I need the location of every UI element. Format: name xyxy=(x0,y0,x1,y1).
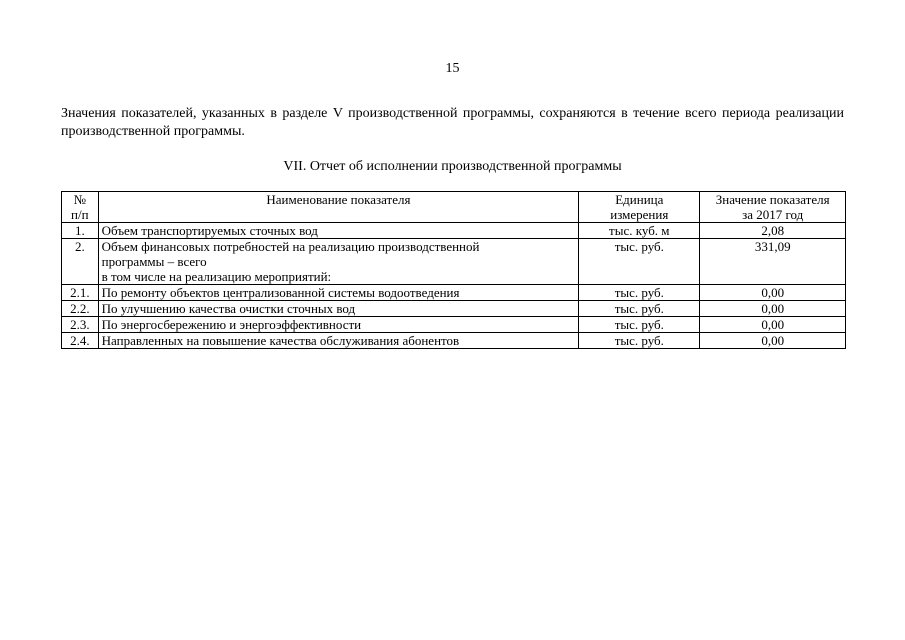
row-value: 0,00 xyxy=(700,317,846,333)
table-row xyxy=(62,333,846,349)
header-unit-line-2: измерения xyxy=(610,207,669,222)
header-num-line-2: п/п xyxy=(71,207,89,222)
header-value xyxy=(700,192,846,223)
row-name-line: Объем финансовых потребностей на реализацию производственной xyxy=(101,239,480,254)
row-name-line: программы – всего xyxy=(101,254,207,269)
header-value-line-2: за 2017 год xyxy=(742,207,804,222)
row-num: 2. xyxy=(62,239,99,285)
row-name-line: По энергосбережению и энергоэффективности xyxy=(101,317,362,332)
table-row xyxy=(62,223,846,239)
header-unit xyxy=(579,192,700,223)
row-unit: тыс. руб. xyxy=(579,285,700,301)
intro-paragraph: Значения показателей, указанных в разделе V производственной программы, сохраняются в течение всего периода реализации производственной программы. xyxy=(61,106,844,139)
table-row xyxy=(62,301,846,317)
header-value-line-1: Значение показателя xyxy=(715,192,830,207)
report-table-header xyxy=(62,192,846,223)
row-name-line: в том числе на реализацию мероприятий: xyxy=(101,269,332,284)
row-name xyxy=(98,301,579,317)
header-name: Наименование показателя xyxy=(98,192,579,223)
row-value: 331,09 xyxy=(700,239,846,285)
row-name-line: По ремонту объектов централизованной системы водоотведения xyxy=(101,285,460,300)
row-value: 0,00 xyxy=(700,285,846,301)
row-name xyxy=(98,285,579,301)
header-unit-line-1: Единица xyxy=(615,192,664,207)
row-unit: тыс. куб. м xyxy=(579,223,700,239)
section-heading: VII. Отчет об исполнении производственной программы xyxy=(283,159,622,174)
row-unit: тыс. руб. xyxy=(579,301,700,317)
row-name-line: По улучшению качества очистки сточных вод xyxy=(101,301,356,316)
page-number: 15 xyxy=(445,61,460,76)
row-value: 0,00 xyxy=(700,333,846,349)
row-unit: тыс. руб. xyxy=(579,333,700,349)
row-value: 0,00 xyxy=(700,301,846,317)
row-name xyxy=(98,223,579,239)
row-unit: тыс. руб. xyxy=(579,317,700,333)
table-row xyxy=(62,239,846,285)
table-row xyxy=(62,317,846,333)
row-value: 2,08 xyxy=(700,223,846,239)
row-num: 2.3. xyxy=(62,317,99,333)
row-name-line: Направленных на повышение качества обслуживания абонентов xyxy=(101,333,460,348)
table-row xyxy=(62,285,846,301)
row-name xyxy=(98,333,579,349)
header-num-line-1: № xyxy=(73,192,87,207)
row-unit: тыс. руб. xyxy=(579,239,700,285)
row-num: 1. xyxy=(62,223,99,239)
row-name xyxy=(98,239,579,285)
row-num: 2.2. xyxy=(62,301,99,317)
header-num xyxy=(62,192,99,223)
report-table xyxy=(61,191,846,349)
report-table-body xyxy=(62,223,846,349)
row-num: 2.1. xyxy=(62,285,99,301)
row-name xyxy=(98,317,579,333)
table-header-row xyxy=(62,192,846,223)
row-name-line: Объем транспортируемых сточных вод xyxy=(101,223,318,238)
row-num: 2.4. xyxy=(62,333,99,349)
